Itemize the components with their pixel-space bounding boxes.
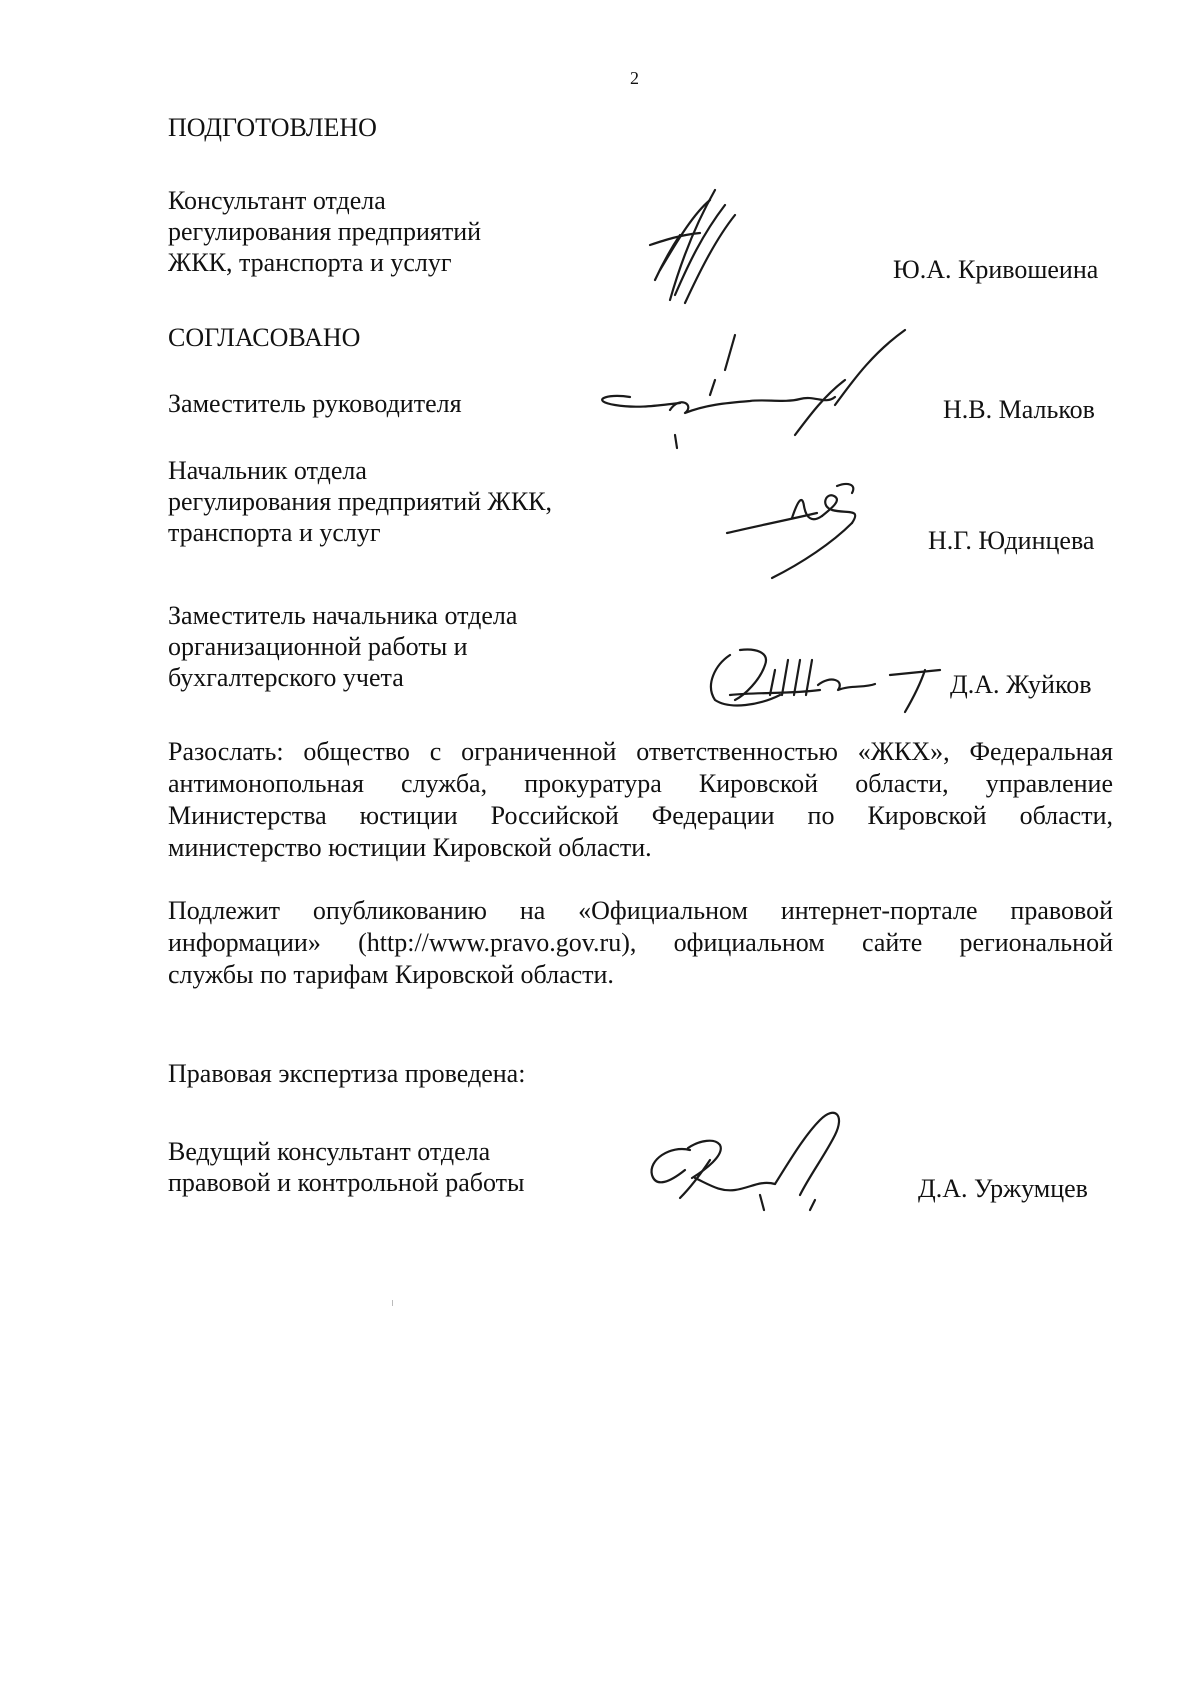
handwritten-signature-icon: [700, 640, 955, 715]
distribution-line: Министерства юстиции Российской Федерации по Кировской области,: [168, 801, 1113, 830]
distribution-line: Разослать: общество с ограниченной ответственностью «ЖКХ», Федеральная: [168, 737, 1113, 766]
agreed-signer-position-line: Заместитель начальника отдела: [168, 601, 518, 630]
agreed-signer-position-line: Заместитель руководителя: [168, 389, 462, 418]
handwritten-signature-icon: [640, 1100, 890, 1230]
handwritten-signature-icon: [585, 325, 915, 460]
agreed-signer-position-line: транспорта и услуг: [168, 518, 381, 547]
handwritten-signature-icon: [640, 185, 750, 315]
publication-line: Подлежит опубликованию на «Официальном интернет-портале правовой: [168, 896, 1113, 925]
prepared-position-line: регулирования предприятий: [168, 217, 482, 246]
distribution-line: антимонопольная служба, прокуратура Кировской области, управление: [168, 769, 1113, 798]
prepared-position-line: Консультант отдела: [168, 186, 386, 215]
distribution-line: министерство юстиции Кировской области.: [168, 833, 652, 862]
agreed-signer-position-line: бухгалтерского учета: [168, 663, 404, 692]
distribution-paragraph: [168, 736, 1113, 864]
agreed-signer-position-line: Начальник отдела: [168, 456, 367, 485]
scan-speck: [392, 1300, 393, 1306]
legal-review-heading: Правовая экспертиза проведена:: [168, 1059, 526, 1088]
agreed-signer-name: Н.Г. Юдинцева: [928, 526, 1095, 555]
publication-paragraph: [168, 895, 1113, 991]
legal-review-position-line: Ведущий консультант отдела: [168, 1137, 491, 1166]
agreed-heading: СОГЛАСОВАНО: [168, 323, 361, 352]
prepared-position-line: ЖКК, транспорта и услуг: [168, 248, 452, 277]
legal-review-signer-name: Д.А. Уржумцев: [918, 1174, 1088, 1203]
page-number: 2: [630, 68, 639, 88]
publication-line: службы по тарифам Кировской области.: [168, 960, 614, 989]
agreed-signer-position-line: организационной работы и: [168, 632, 468, 661]
agreed-signer-position-line: регулирования предприятий ЖКК,: [168, 487, 553, 516]
handwritten-signature-icon: [722, 478, 872, 583]
agreed-signer-name: Н.В. Мальков: [943, 395, 1095, 424]
publication-line: информации» (http://www.pravo.gov.ru), официальном сайте региональной: [168, 928, 1113, 957]
prepared-signer-name: Ю.А. Кривошеина: [893, 255, 1099, 284]
prepared-heading: ПОДГОТОВЛЕНО: [168, 113, 377, 142]
legal-review-position-line: правовой и контрольной работы: [168, 1168, 525, 1197]
agreed-signer-name: Д.А. Жуйков: [950, 670, 1092, 699]
